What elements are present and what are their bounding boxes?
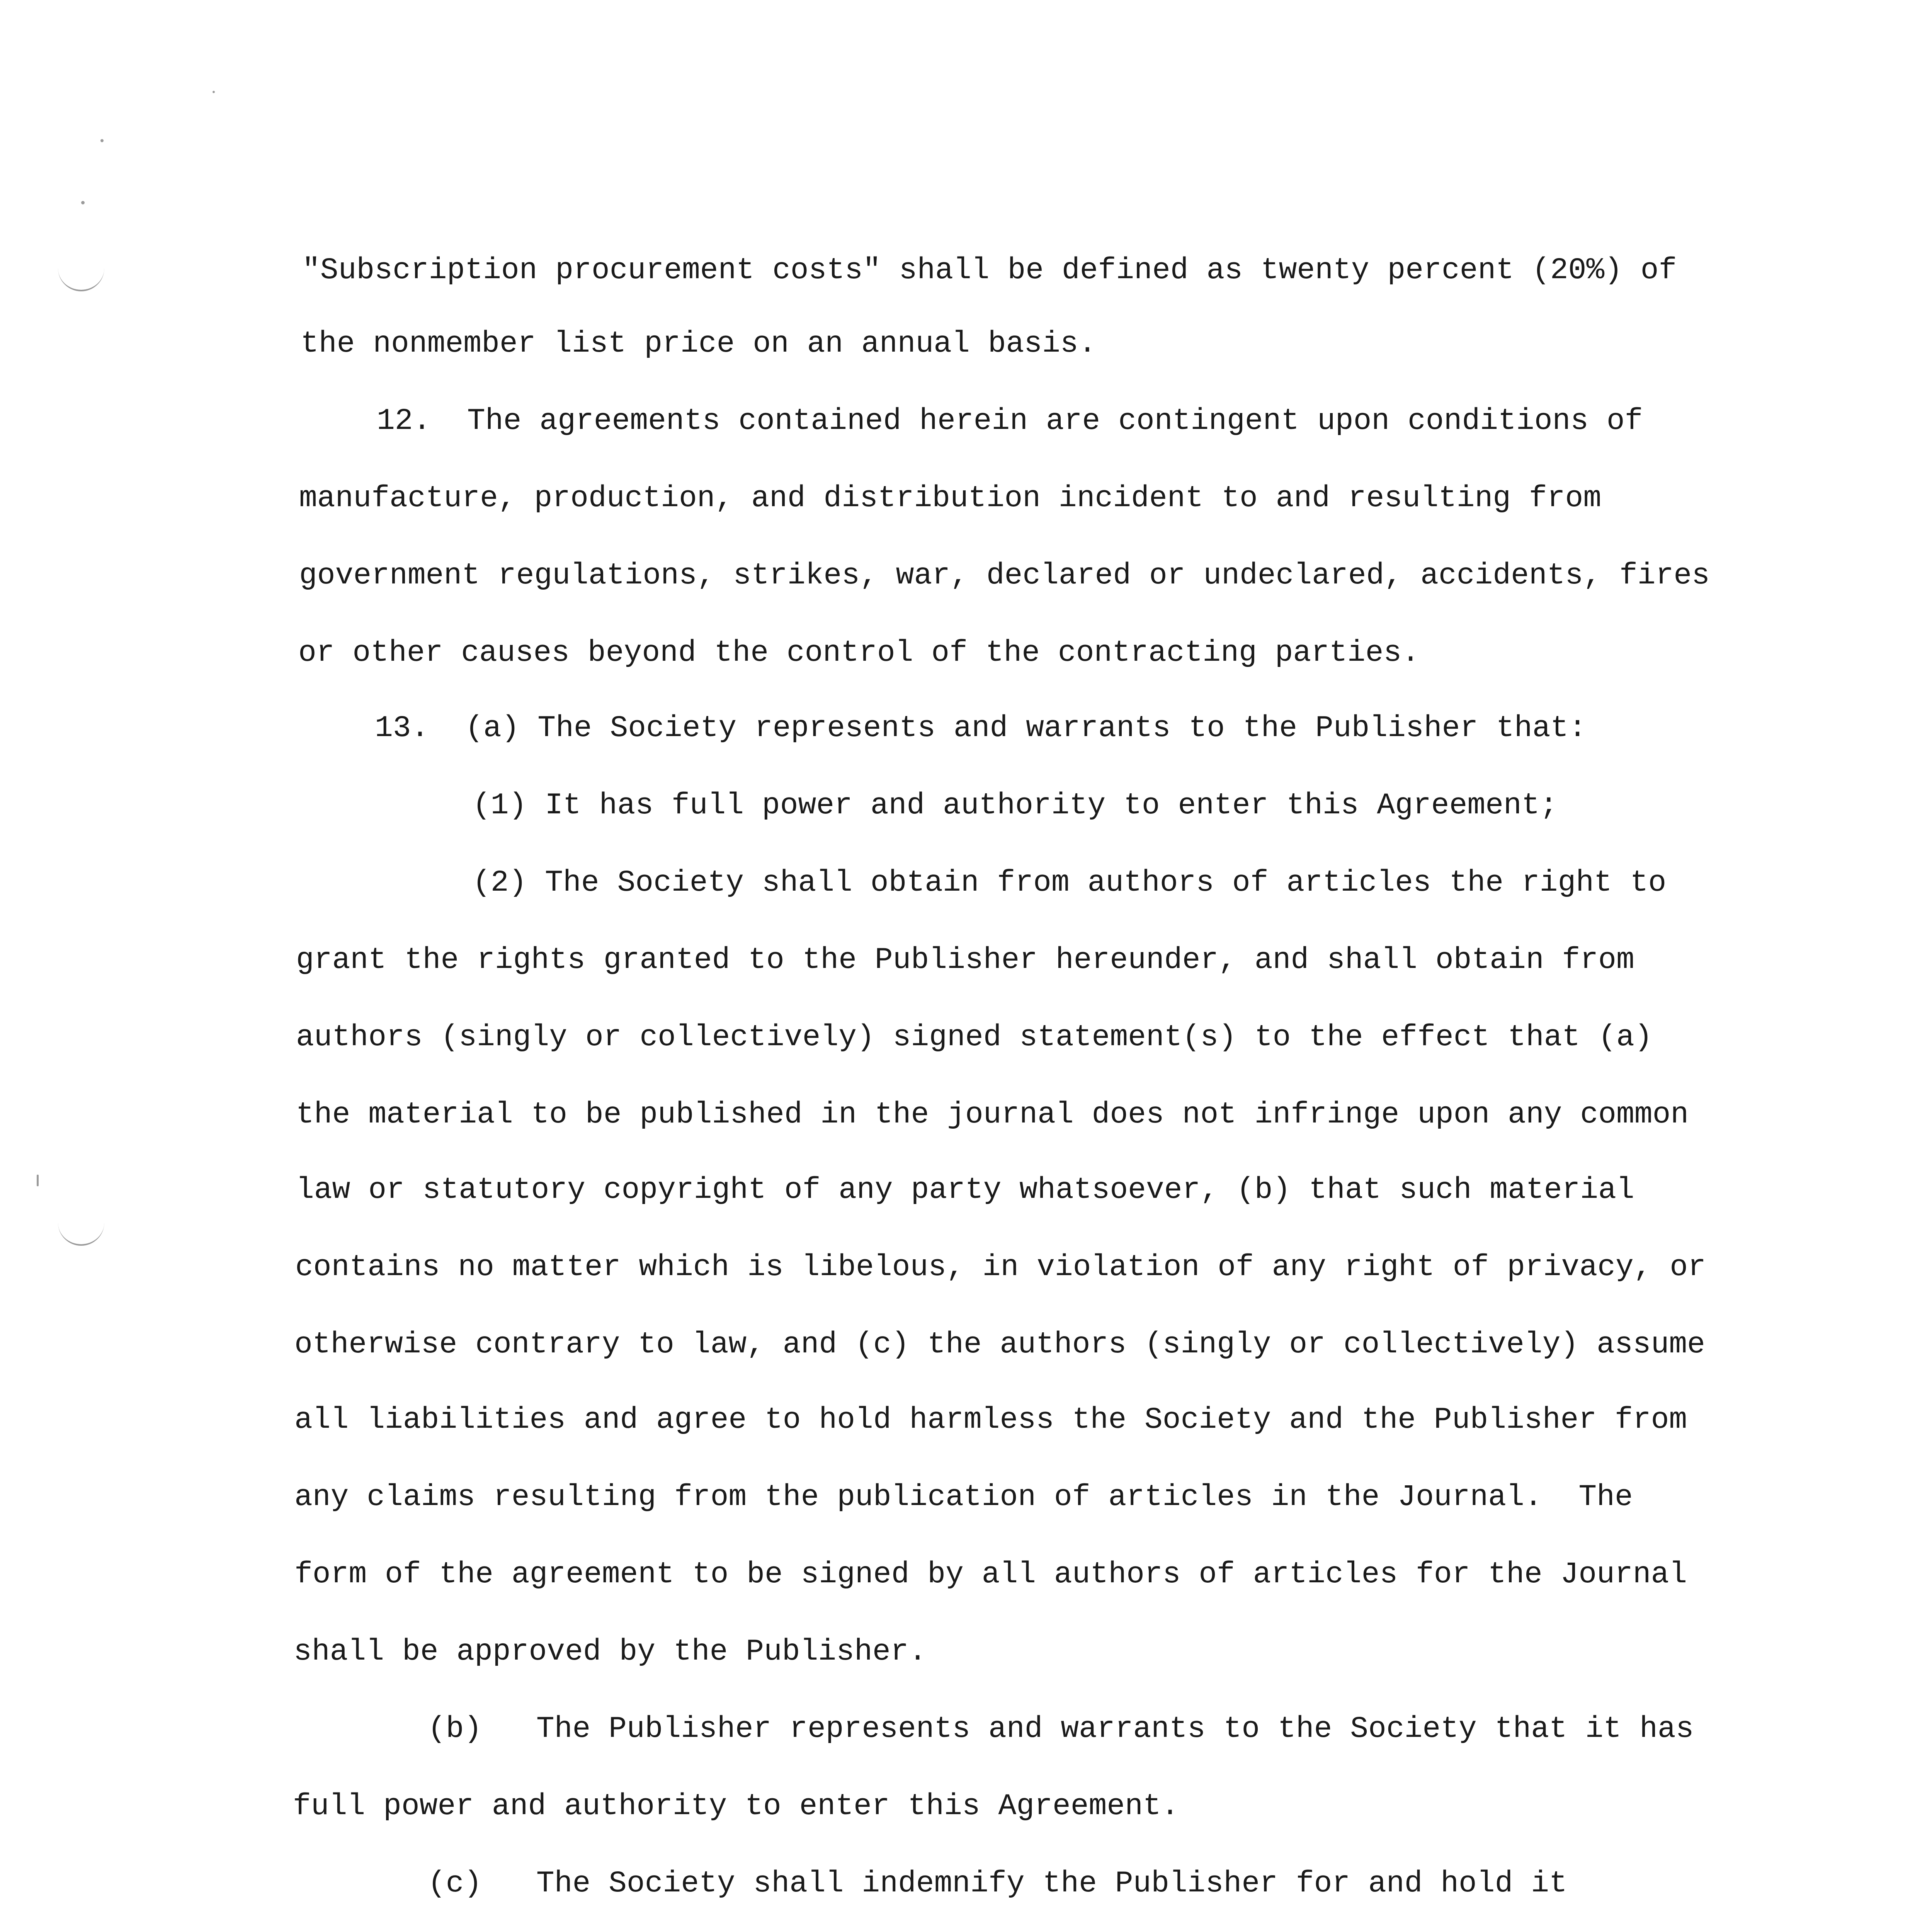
body-text-line: shall be approved by the Publisher. bbox=[294, 1635, 927, 1669]
body-text-line: (b) The Publisher represents and warrants to the Society that it has bbox=[428, 1712, 1694, 1746]
binder-hole-mark bbox=[58, 263, 104, 291]
body-text-line: authors (singly or collectively) signed statement(s) to the effect that (a) bbox=[296, 1020, 1653, 1054]
body-text-line: 12. The agreements contained herein are contingent upon conditions of bbox=[377, 404, 1643, 438]
body-text-line: manufacture, production, and distribution incident to and resulting from bbox=[299, 481, 1602, 515]
body-text-line: form of the agreement to be signed by all authors of articles for the Journal bbox=[294, 1558, 1687, 1592]
body-text-line: (1) It has full power and authority to enter this Agreement; bbox=[473, 789, 1558, 823]
scan-speck bbox=[81, 201, 85, 204]
body-text-line: 13. (a) The Society represents and warrants to the Publisher that: bbox=[375, 711, 1587, 745]
scan-speck bbox=[37, 1175, 39, 1186]
body-text-line: grant the rights granted to the Publisher hereunder, and shall obtain from bbox=[296, 943, 1634, 977]
body-text-line: or other causes beyond the control of the contracting parties. bbox=[298, 636, 1420, 670]
body-text-line: full power and authority to enter this Agreement. bbox=[293, 1789, 1179, 1823]
binder-hole-mark bbox=[58, 1217, 104, 1246]
body-text-line: all liabilities and agree to hold harmless the Society and the Publisher from bbox=[294, 1403, 1687, 1437]
body-text-line: (c) The Society shall indemnify the Publisher for and hold it bbox=[428, 1867, 1567, 1901]
body-text-line: the material to be published in the journal does not infringe upon any common bbox=[296, 1098, 1689, 1132]
body-text-line: contains no matter which is libelous, in violation of any right of privacy, or bbox=[295, 1250, 1706, 1284]
scan-speck bbox=[213, 91, 215, 93]
body-text-line: "Subscription procurement costs" shall be defined as twenty percent (20%) of bbox=[302, 253, 1677, 287]
body-text-line: otherwise contrary to law, and (c) the authors (singly or collectively) assume bbox=[294, 1328, 1705, 1362]
body-text-line: (2) The Society shall obtain from authors of articles the right to bbox=[473, 866, 1667, 900]
body-text-line: government regulations, strikes, war, declared or undeclared, accidents, fires bbox=[299, 559, 1710, 593]
body-text-line: the nonmember list price on an annual basis. bbox=[301, 327, 1097, 361]
body-text-line: any claims resulting from the publication of articles in the Journal. The bbox=[294, 1480, 1633, 1514]
body-text-line: law or statutory copyright of any party whatsoever, (b) that such material bbox=[296, 1173, 1634, 1207]
scan-speck bbox=[100, 139, 104, 142]
